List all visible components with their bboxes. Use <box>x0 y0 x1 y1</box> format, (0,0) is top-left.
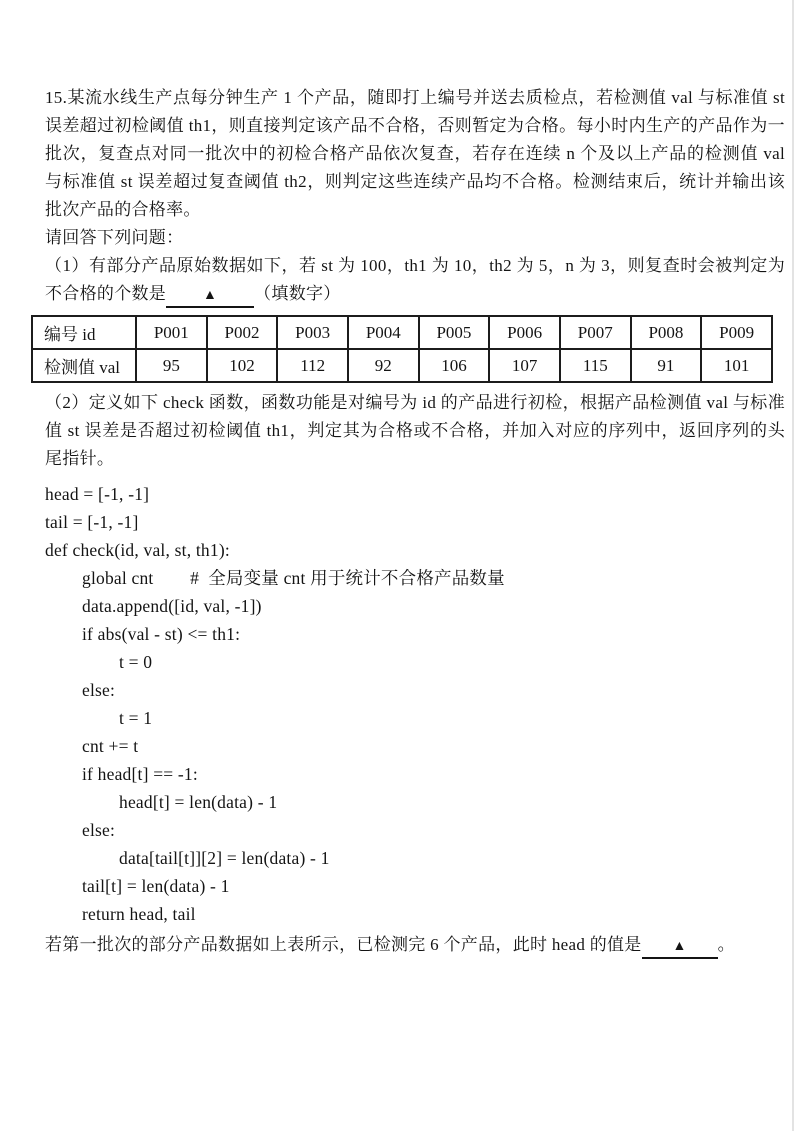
table-cell-product-id: P005 <box>419 316 490 349</box>
code-line: t = 0 <box>119 652 153 672</box>
table-cell-product-id: P003 <box>277 316 348 349</box>
question-1-text: （1）有部分产品原始数据如下，若 st 为 100，th1 为 10，th2 为 5，n 为 3，则复查时会被判定为不合格的个数是 <box>45 256 785 303</box>
row-header-val: 检测值 val <box>32 349 136 382</box>
code-line: data.append([id, val, -1]) <box>82 596 262 616</box>
table-cell-product-val: 101 <box>701 349 772 382</box>
answer-blank-1 <box>166 286 254 308</box>
question-1 <box>45 252 785 308</box>
code-line: else: <box>82 680 116 700</box>
code-line: if abs(val - st) <= th1: <box>82 624 241 644</box>
question-2b <box>45 931 785 959</box>
code-line: if head[t] == -1: <box>82 764 198 784</box>
table-cell-product-id: P009 <box>701 316 772 349</box>
table-cell-product-val: 92 <box>348 349 419 382</box>
blank-triangle-marker-2: ▲ <box>672 939 687 954</box>
table-cell-product-val: 115 <box>560 349 631 382</box>
table-cell-product-id: P002 <box>207 316 278 349</box>
table-cell-product-val: 91 <box>631 349 702 382</box>
code-line: tail = [-1, -1] <box>45 512 139 532</box>
question-15-block <box>45 84 785 959</box>
code-line: return head, tail <box>82 904 196 924</box>
row-header-id: 编号 id <box>32 316 136 349</box>
table-cell-product-val: 102 <box>207 349 278 382</box>
blank-triangle-marker: ▲ <box>203 288 218 303</box>
code-listing <box>45 480 785 928</box>
question-2b-suffix: 。 <box>717 935 735 954</box>
product-data-table <box>31 315 773 383</box>
code-line: tail[t] = len(data) - 1 <box>82 876 230 896</box>
answer-blank-2 <box>642 937 718 959</box>
code-line: data[tail[t]][2] = len(data) - 1 <box>119 848 330 868</box>
scan-edge-artifact <box>792 0 794 1131</box>
table-cell-product-val: 95 <box>136 349 207 382</box>
problem-statement: 15.某流水线生产点每分钟生产 1 个产品，随即打上编号并送去质检点，若检测值 val 与标准值 st 误差超过初检阈值 th1，则直接判定该产品不合格，否则暂定为合格。每小时内生产的产品作为一批次，复查点对同一批次中的初检合格产品依次复查，若存在连续 n 个及以上产品的检测值 val 与标准值 st 误差超过复查阈值 th2，则判定这些连续产品均不合格。检测结束后，统计并输出该批次产品的合格率。 <box>45 88 785 219</box>
code-line: head = [-1, -1] <box>45 484 150 504</box>
question-2b-text: 若第一批次的部分产品数据如上表所示，已检测完 6 个产品，此时 head 的值是 <box>45 935 642 954</box>
table-cell-product-id: P008 <box>631 316 702 349</box>
code-line: cnt += t <box>82 736 139 756</box>
code-line: t = 1 <box>119 708 153 728</box>
answer-prompt-line: 请回答下列问题： <box>45 228 184 247</box>
table-cell-product-id: P006 <box>489 316 560 349</box>
table-cell-product-val: 106 <box>419 349 490 382</box>
table-cell-product-id: P007 <box>560 316 631 349</box>
table-cell-product-id: P004 <box>348 316 419 349</box>
table-row-id <box>32 316 772 349</box>
question-2: （2）定义如下 check 函数，函数功能是对编号为 id 的产品进行初检，根据产品检测值 val 与标准值 st 误差是否超过初检阈值 th1，判定其为合格或不合格，并加入对应的序列中，返回序列的头尾指针。 <box>45 393 785 468</box>
code-line: head[t] = len(data) - 1 <box>119 792 278 812</box>
code-line: global cnt # 全局变量 cnt 用于统计不合格产品数量 <box>82 568 505 588</box>
code-line: def check(id, val, st, th1): <box>45 540 230 560</box>
question-1-suffix: （填数字） <box>254 284 341 303</box>
table-cell-product-val: 107 <box>489 349 560 382</box>
code-line: else: <box>82 820 116 840</box>
table-cell-product-id: P001 <box>136 316 207 349</box>
table-cell-product-val: 112 <box>277 349 348 382</box>
table-row-val <box>32 349 772 382</box>
